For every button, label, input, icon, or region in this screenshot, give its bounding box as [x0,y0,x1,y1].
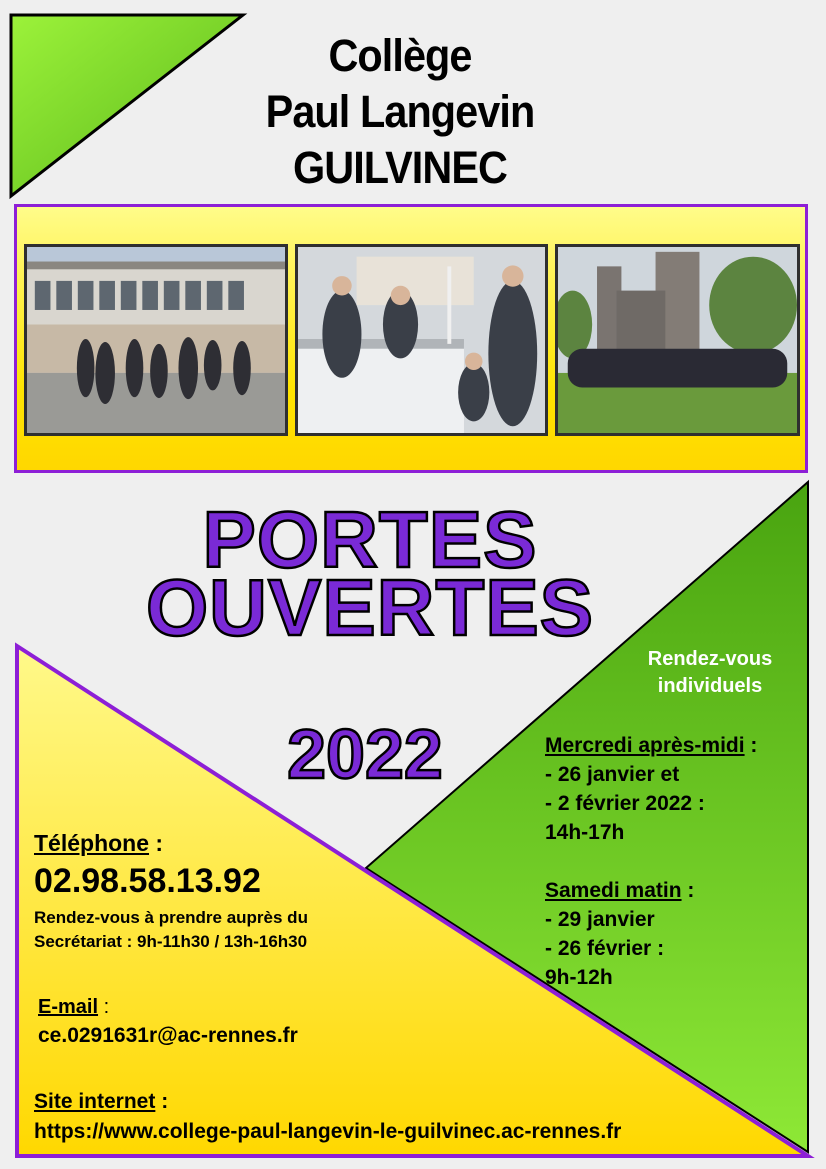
school-title [170,28,630,196]
appointments-heading-line1: Rendez-vous [647,648,773,670]
school-title-line1: Collège [328,30,472,81]
phone-note-line1: Rendez-vous à prendre auprès du [34,908,308,927]
saturday-heading [545,876,815,905]
saturday-hours: 9h-12h [545,966,613,989]
phone-label: Téléphone [34,830,150,856]
event-year: 2022 [287,715,443,793]
saturday-date1: - 29 janvier [545,908,655,931]
saturday-label: Samedi matin [545,879,682,902]
phone-note [34,906,308,954]
email-label: E-mail [38,996,99,1018]
email-heading [38,996,109,1019]
saturday-date2: - 26 février : [545,937,665,960]
email-colon: : [98,996,110,1018]
school-title-line2: Paul Langevin [265,86,535,137]
wednesday-colon: : [744,734,758,757]
science-lab-photo [295,244,548,436]
site-heading [34,1090,168,1114]
phone-heading [34,830,163,857]
saturday-colon: : [681,879,695,902]
wednesday-heading [545,731,815,760]
phone-number[interactable]: 02.98.58.13.92 [34,862,261,900]
site-label: Site internet [34,1090,156,1113]
school-building-photo [24,244,288,436]
school-title-line3: GUILVINEC [292,142,508,193]
wednesday-date2: - 2 février 2022 : [545,792,705,815]
wednesday-label: Mercredi après-midi [545,734,745,757]
appointments-heading-line2: individuels [657,675,763,697]
appointments-schedule [545,731,815,992]
event-title-line2: OUVERTES [145,563,595,652]
site-link[interactable]: https://www.college-paul-langevin-le-guilvinec.ac-rennes.fr [34,1120,622,1143]
event-title-line1: PORTES [202,495,538,584]
castle-group-photo [555,244,800,436]
appointments-heading [620,646,800,700]
wednesday-date1: - 26 janvier et [545,763,680,786]
wednesday-hours: 14h-17h [545,821,625,844]
email-link[interactable]: ce.0291631r@ac-rennes.fr [38,1024,298,1047]
phone-note-line2: Secrétariat : 9h-11h30 / 13h-16h30 [34,932,308,951]
phone-colon: : [149,830,164,856]
site-colon: : [155,1090,169,1113]
